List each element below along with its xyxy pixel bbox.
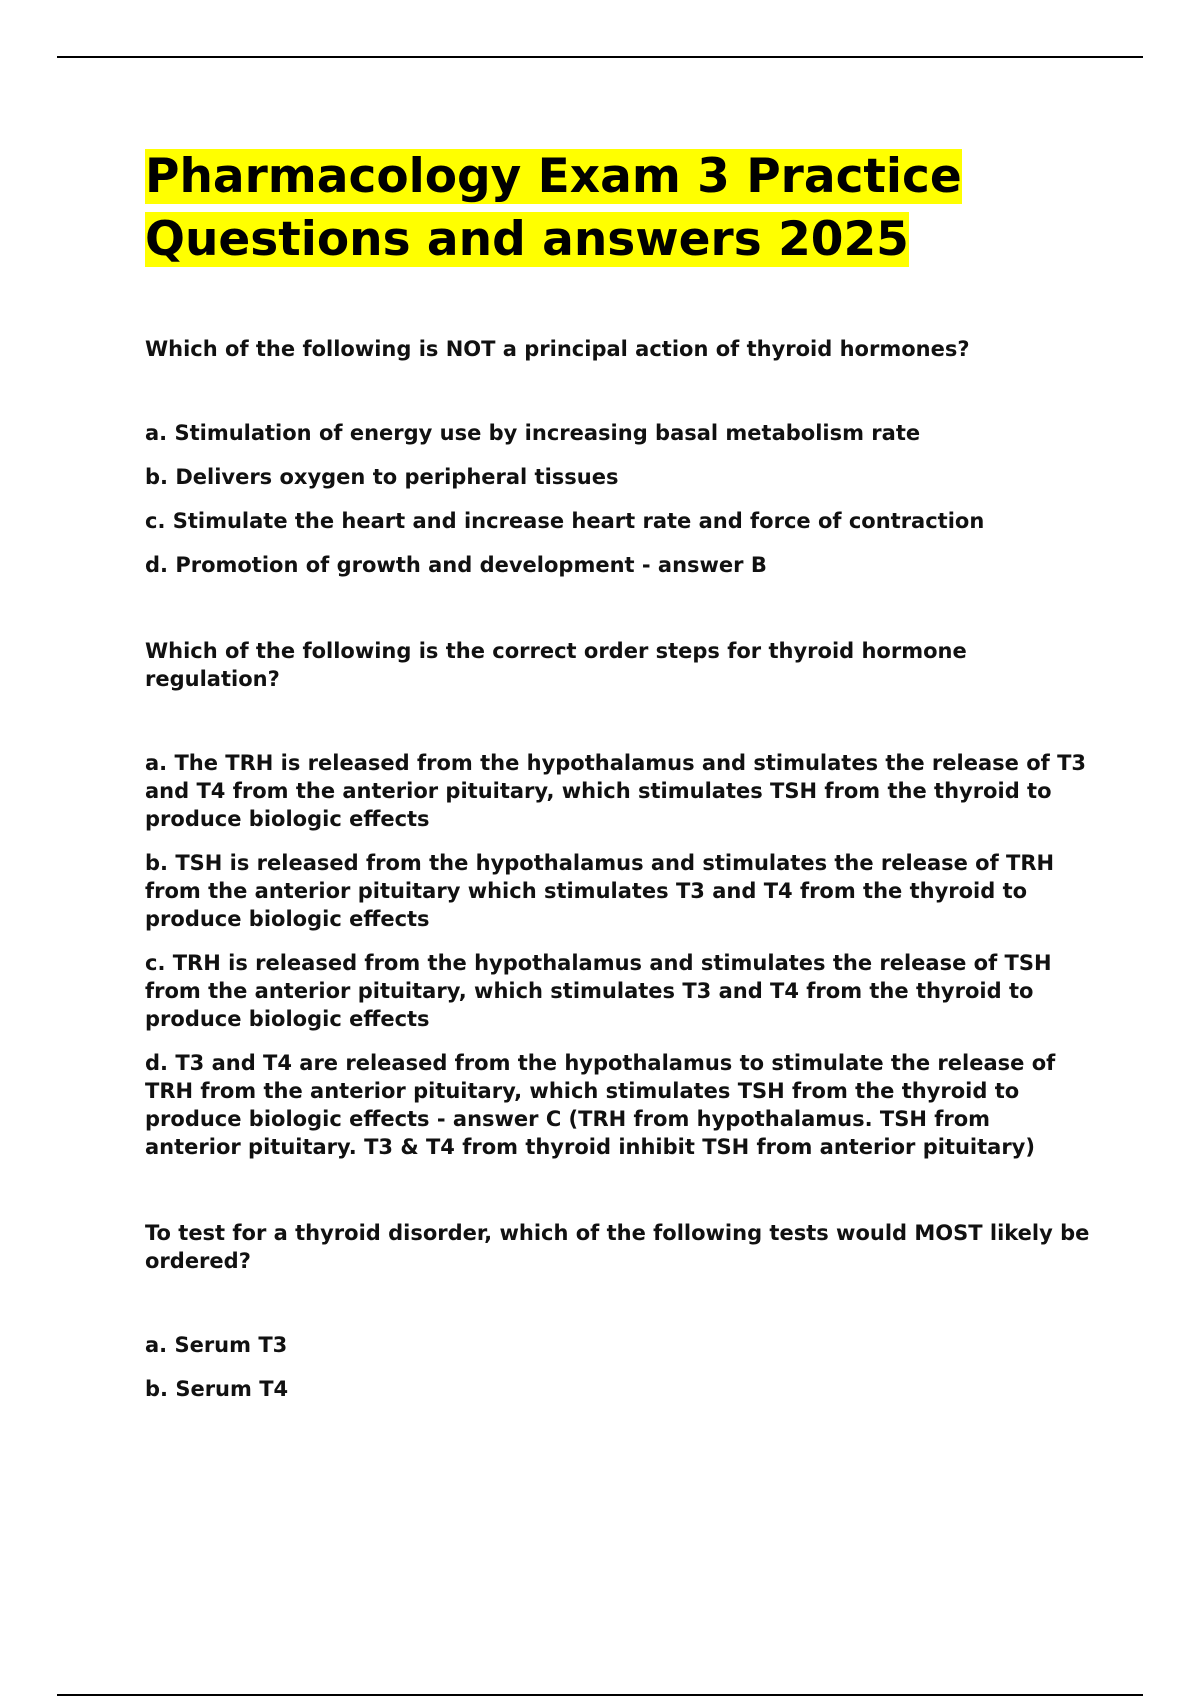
question-1-option-b: b. Delivers oxygen to peripheral tissues — [145, 465, 619, 489]
document-title — [145, 145, 1090, 271]
question-block-2 — [145, 637, 1090, 1161]
question-2: Which of the following is the correct order steps for thyroid hormone regulation? — [145, 639, 967, 691]
question-1-option-c: c. Stimulate the heart and increase heart rate and force of contraction — [145, 509, 985, 533]
bottom-rule — [57, 1694, 1143, 1696]
question-block-3 — [145, 1219, 1090, 1403]
question-1-option-d: d. Promotion of growth and development - answer B — [145, 553, 767, 577]
question-block-1 — [145, 335, 1090, 579]
top-rule — [57, 56, 1143, 58]
question-2-option-d: d. T3 and T4 are released from the hypothalamus to stimulate the release of TRH from the anterior pituitary, which stimulates TSH from the thyroid to produce biologic effects - answer C (TRH from hypothalamus. TSH from anterior pituitary. T3 & T4 from thyroid inhibit TSH from anterior pituitary) — [145, 1051, 1056, 1159]
question-1-option-a: a. Stimulation of energy use by increasing basal metabolism rate — [145, 421, 921, 445]
document-body — [145, 145, 1090, 1461]
document-title-text: Pharmacology Exam 3 Practice Questions and answers 2025 — [145, 149, 962, 267]
question-3-option-b: b. Serum T4 — [145, 1377, 289, 1401]
question-2-option-a: a. The TRH is released from the hypothalamus and stimulates the release of T3 and T4 from the anterior pituitary, which stimulates TSH from the thyroid to produce biologic effects — [145, 751, 1087, 831]
question-2-option-b: b. TSH is released from the hypothalamus and stimulates the release of TRH from the anterior pituitary which stimulates T3 and T4 from the thyroid to produce biologic effects — [145, 851, 1055, 931]
question-3: To test for a thyroid disorder, which of the following tests would MOST likely be ordered? — [145, 1221, 1090, 1273]
question-2-option-c: c. TRH is released from the hypothalamus and stimulates the release of TSH from the anterior pituitary, which stimulates T3 and T4 from the thyroid to produce biologic effects — [145, 951, 1052, 1031]
question-1: Which of the following is NOT a principal action of thyroid hormones? — [145, 337, 970, 361]
question-3-option-a: a. Serum T3 — [145, 1333, 288, 1357]
